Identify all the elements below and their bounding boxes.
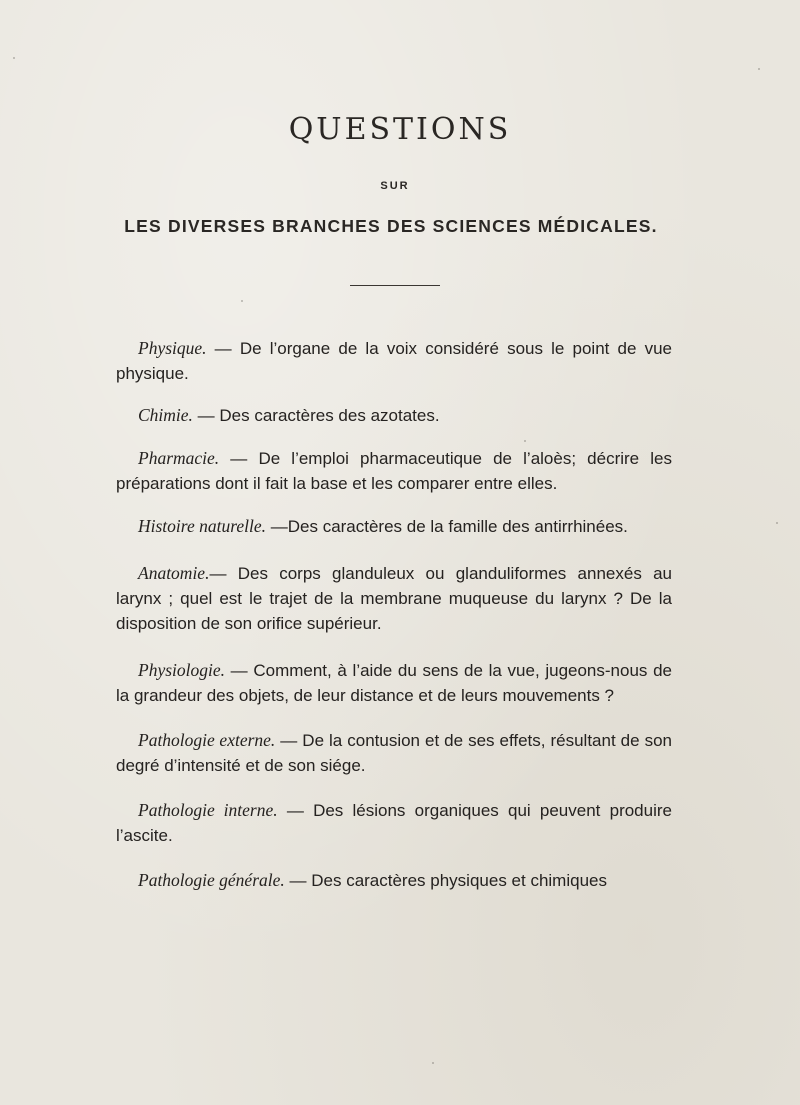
question-separator: — xyxy=(225,661,254,680)
question-pathologie-interne xyxy=(116,798,672,848)
question-label: Physique. xyxy=(138,338,207,358)
question-separator: — xyxy=(284,871,312,890)
question-separator: — xyxy=(206,339,240,358)
question-text: Des caractères des azotates. xyxy=(219,406,440,425)
question-physique xyxy=(116,336,672,386)
question-anatomie xyxy=(116,561,672,636)
question-label: Pathologie interne. xyxy=(138,800,278,820)
question-pathologie-externe xyxy=(116,728,672,778)
question-text: Des caractères de la famille des antirrhinées. xyxy=(287,517,628,536)
question-label: Histoire naturelle. xyxy=(138,516,266,536)
separator-rule xyxy=(350,285,440,286)
page-title: QUESTIONS xyxy=(288,112,512,147)
question-chimie xyxy=(116,403,672,428)
question-label: Anatomie. xyxy=(138,563,210,583)
paper-speck xyxy=(241,300,243,302)
paper-speck xyxy=(432,1062,434,1064)
question-label: Pharmacie. xyxy=(138,448,220,468)
question-text: De l’emploi pharmaceutique de l’aloès; décrire les préparations dont il fait la base et les comparer entre elles. xyxy=(116,449,673,493)
question-separator: — xyxy=(277,801,314,820)
page-subtitle: LES DIVERSES BRANCHES DES SCIENCES MÉDICALES. xyxy=(124,216,658,236)
question-text: De la contusion et de ses effets, résultant de son degré d’intensité et de son siége. xyxy=(116,731,672,775)
questions-list xyxy=(116,336,672,893)
question-pharmacie xyxy=(116,446,672,496)
paper-speck xyxy=(13,57,15,59)
title-connector: SUR xyxy=(380,180,410,192)
question-separator: — xyxy=(275,731,303,750)
paper-speck xyxy=(776,522,778,524)
question-label: Physiologie. xyxy=(138,660,225,680)
question-text: Comment, à l’aide du sens de la vue, jugeons-nous de la grandeur des objets, de leur distance et de leurs mouvements ? xyxy=(116,661,672,705)
question-text: Des lésions organiques qui peuvent produire l’ascite. xyxy=(116,801,672,845)
question-separator: — xyxy=(192,406,220,425)
question-label: Pathologie externe. xyxy=(138,730,276,750)
question-separator: — xyxy=(209,564,238,583)
question-text: De l’organe de la voix considéré sous le point de vue physique. xyxy=(116,339,672,383)
question-separator: — xyxy=(219,449,259,468)
question-label: Pathologie générale. xyxy=(138,870,285,890)
paper-speck xyxy=(524,440,526,442)
question-text: Des corps glanduleux ou glanduliformes annexés au larynx ; quel est le trajet de la membrane muqueuse du larynx ? De la disposition de son orifice supérieur. xyxy=(116,564,672,633)
question-text: Des caractères physiques et chimiques xyxy=(311,871,607,890)
question-histoire-naturelle xyxy=(116,514,672,539)
question-physiologie xyxy=(116,658,672,708)
question-separator: — xyxy=(266,517,288,536)
paper-speck xyxy=(758,68,760,70)
question-label: Chimie. xyxy=(138,405,193,425)
question-pathologie-generale xyxy=(116,868,672,893)
